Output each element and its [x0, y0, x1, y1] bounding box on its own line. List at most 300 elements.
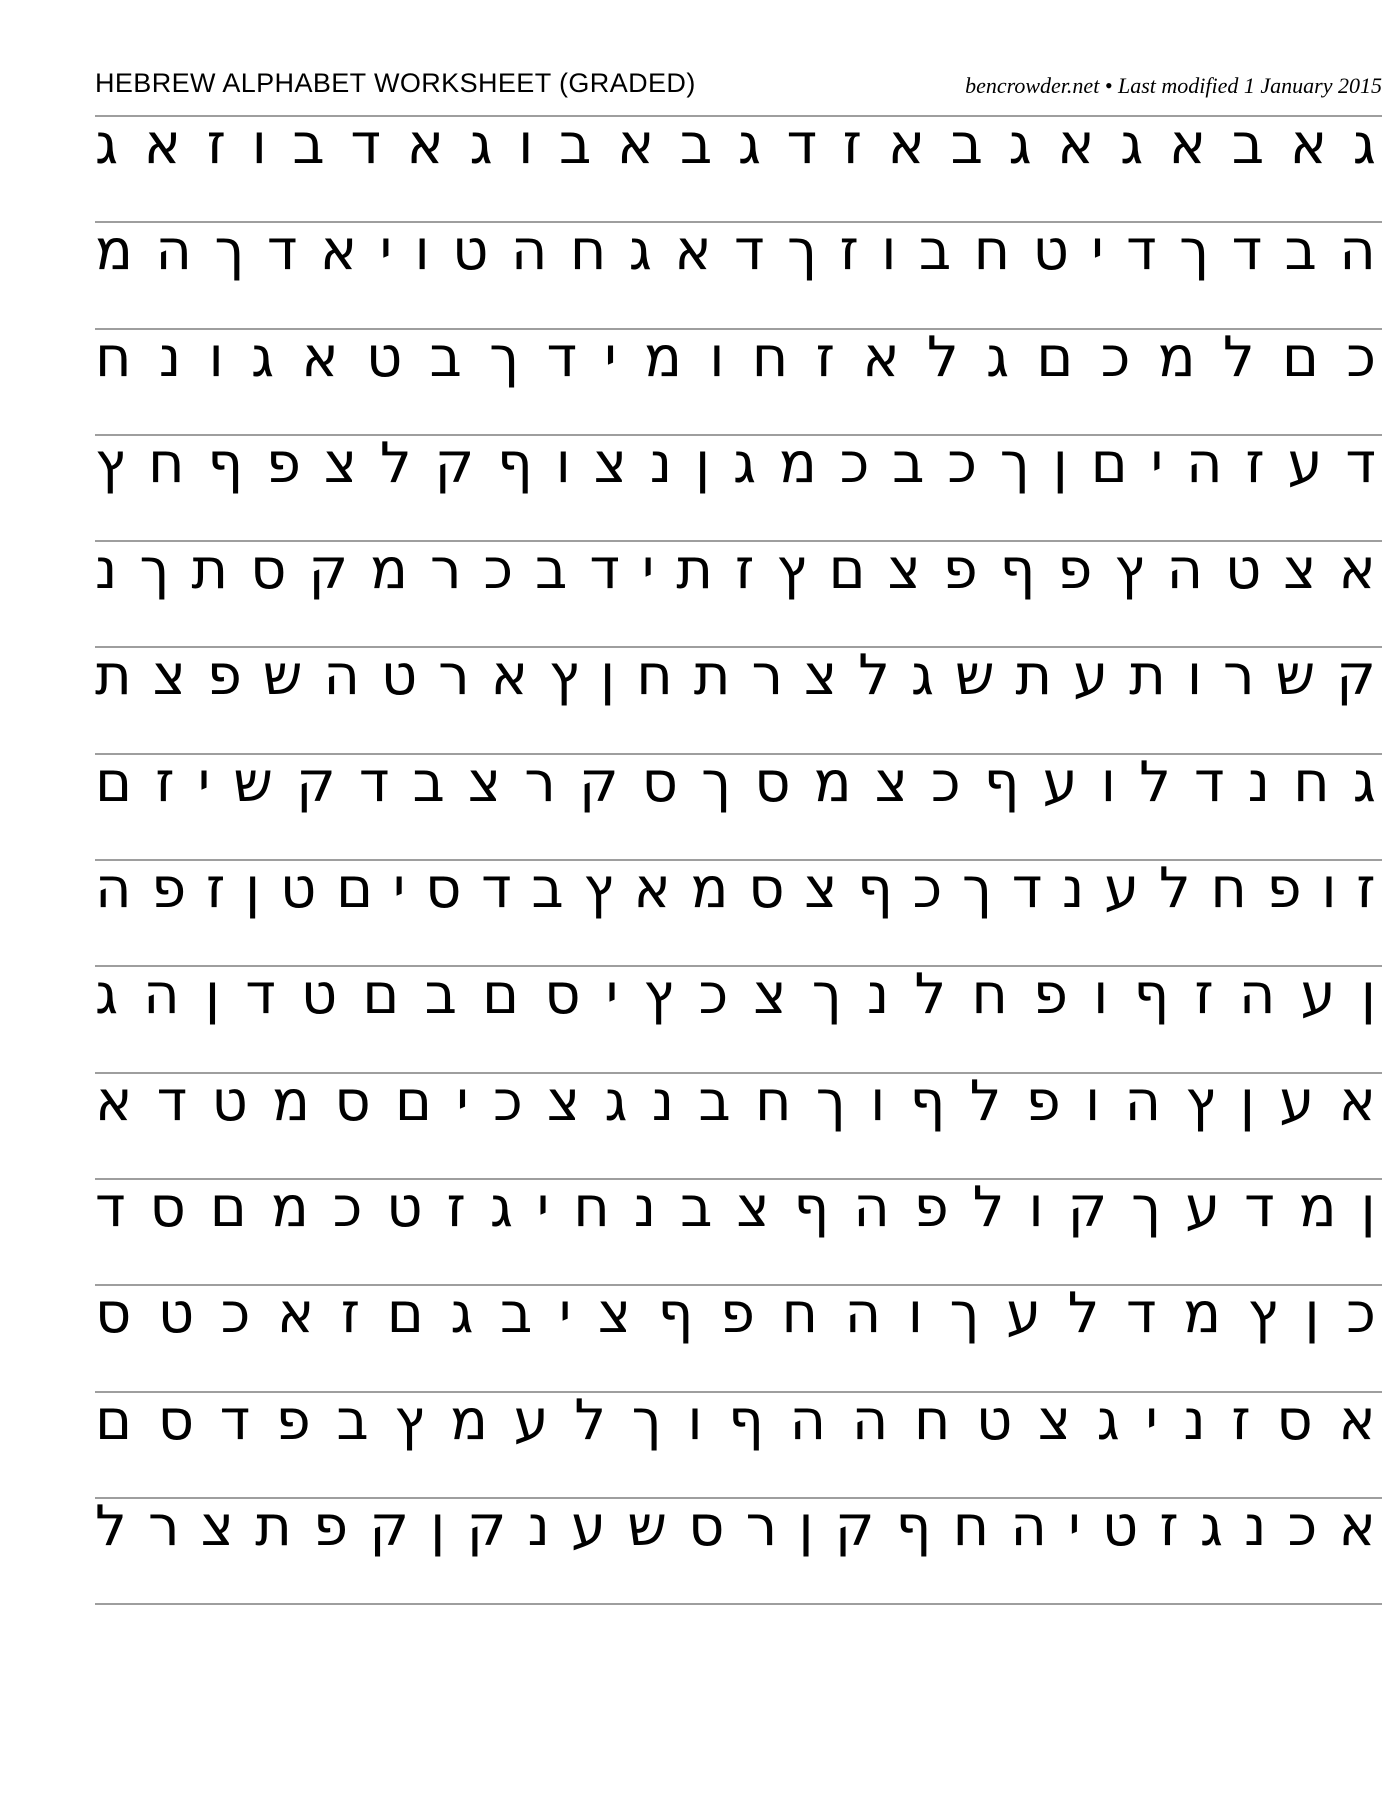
- hebrew-letter: א: [887, 112, 926, 177]
- hebrew-letter: י: [605, 962, 619, 1028]
- hebrew-letter: פ: [266, 430, 302, 496]
- hebrew-letter: ג: [1120, 112, 1144, 177]
- hebrew-letter: ג: [450, 1281, 474, 1347]
- hebrew-letter: י: [456, 1068, 469, 1134]
- hebrew-letter: ד: [156, 1068, 188, 1134]
- hebrew-letter: צ: [804, 856, 838, 922]
- hebrew-letter: ע: [1042, 749, 1078, 815]
- hebrew-letter: ה: [510, 218, 548, 284]
- hebrew-letter: מ: [813, 749, 852, 815]
- hebrew-letter: ז: [735, 537, 755, 603]
- hebrew-letter: ט: [380, 643, 418, 709]
- letter-row-2: [95, 218, 1382, 327]
- hebrew-letter: ח: [973, 218, 1011, 284]
- hebrew-letter: ם: [95, 749, 133, 815]
- hebrew-letter: ף: [895, 1493, 932, 1559]
- hebrew-letter: ט: [279, 856, 317, 922]
- hebrew-letter: ר: [1222, 643, 1255, 709]
- hebrew-letter: ד: [1244, 1174, 1275, 1240]
- hebrew-letter: ע: [571, 1493, 607, 1559]
- hebrew-letter: ן: [600, 643, 616, 709]
- hebrew-letter: ץ: [583, 856, 614, 922]
- hebrew-letter: א: [862, 324, 900, 390]
- hebrew-letter: א: [1338, 1387, 1376, 1453]
- hebrew-letter: ע: [1104, 856, 1140, 922]
- hebrew-letter: ל: [969, 1068, 1002, 1134]
- hebrew-letter: ו: [518, 112, 534, 177]
- hebrew-letter: ה: [1166, 537, 1204, 603]
- hebrew-letter: ף: [207, 430, 244, 496]
- hebrew-letter: ח: [95, 324, 132, 390]
- hebrew-letter: ף: [793, 1174, 830, 1240]
- hebrew-letter: א: [674, 218, 712, 284]
- hebrew-letter: ה: [844, 1281, 882, 1347]
- hebrew-letter: י: [604, 324, 617, 390]
- hebrew-letter: ך: [1179, 218, 1210, 284]
- hebrew-letter: ס: [754, 749, 791, 815]
- hebrew-letter: ח: [636, 643, 673, 709]
- hebrew-letter: ר: [429, 537, 462, 603]
- hebrew-letter: ך: [489, 324, 520, 390]
- hebrew-letter: ח: [913, 1387, 951, 1453]
- hebrew-letter: ד: [786, 112, 818, 177]
- hebrew-letter: צ: [546, 1068, 581, 1134]
- hebrew-letter: ת: [1015, 643, 1053, 709]
- hebrew-letter: פ: [275, 1387, 311, 1453]
- page-title: HEBREW ALPHABET WORKSHEET (GRADED): [95, 68, 696, 98]
- hebrew-letter: ן: [798, 1493, 814, 1559]
- bottom-rule: [95, 1603, 1382, 1605]
- hebrew-letter: נ: [1062, 856, 1085, 922]
- hebrew-letter: מ: [778, 430, 817, 496]
- hebrew-letter: ר: [524, 749, 556, 815]
- hebrew-letter: ד: [358, 749, 390, 815]
- hebrew-letter: א: [301, 324, 339, 390]
- hebrew-letter: ר: [745, 1493, 778, 1559]
- hebrew-letter: ד: [266, 218, 298, 284]
- hebrew-letter: ם: [1036, 324, 1074, 390]
- hebrew-letter: ז: [1356, 856, 1376, 922]
- hebrew-letter: צ: [200, 1493, 234, 1559]
- hebrew-letter: ה: [143, 962, 180, 1028]
- hebrew-letter: ל: [379, 430, 412, 496]
- hebrew-letter: ד: [95, 1174, 126, 1240]
- hebrew-letter: ג: [733, 430, 757, 496]
- hebrew-letter: ג: [95, 962, 119, 1028]
- hebrew-letter: א: [406, 112, 444, 177]
- hebrew-letter: ו: [1186, 643, 1203, 709]
- hebrew-letter: נ: [866, 962, 890, 1028]
- hebrew-letter: ן: [430, 1493, 446, 1559]
- letter-row-1: [95, 112, 1382, 221]
- hebrew-letter: א: [490, 643, 529, 709]
- hebrew-letter: ח: [751, 324, 789, 390]
- hebrew-letter: ו: [1028, 1174, 1044, 1240]
- hebrew-letter: ה: [1124, 1068, 1162, 1134]
- hebrew-letter: כ: [698, 962, 729, 1028]
- hebrew-letter: ב: [1231, 112, 1265, 177]
- hebrew-letter: מ: [270, 1174, 309, 1240]
- hebrew-letter: ד: [1011, 856, 1043, 922]
- hebrew-letter: א: [276, 1281, 315, 1347]
- hebrew-letter: מ: [272, 1068, 311, 1134]
- letter-row-13: [95, 1387, 1382, 1497]
- letter-row-9: [95, 962, 1382, 1071]
- hebrew-letter: ז: [206, 112, 227, 177]
- hebrew-letter: ו: [1093, 962, 1109, 1028]
- hebrew-letter: ע: [1185, 1174, 1221, 1240]
- hebrew-letter: ץ: [643, 962, 674, 1028]
- hebrew-letter: צ: [753, 962, 787, 1028]
- hebrew-letter: י: [392, 856, 406, 922]
- hebrew-letter: ט: [1224, 537, 1262, 603]
- hebrew-letter: מ: [690, 856, 729, 922]
- hebrew-letter: ך: [787, 218, 818, 284]
- hebrew-letter: ז: [205, 856, 226, 922]
- hebrew-letter: ף: [999, 537, 1036, 603]
- hebrew-letter: א: [616, 112, 655, 177]
- hebrew-letter: ו: [870, 1068, 886, 1134]
- hebrew-letter: ב: [950, 112, 983, 177]
- hebrew-letter: ת: [676, 537, 714, 603]
- hebrew-letter: ג: [604, 1068, 628, 1134]
- worksheet-page: [95, 0, 1382, 1812]
- hebrew-letter: ק: [434, 430, 475, 496]
- hebrew-letter: ה: [853, 1174, 890, 1240]
- hebrew-letter: ך: [139, 537, 170, 603]
- hebrew-letter: ע: [1006, 1281, 1042, 1347]
- hebrew-letter: מ: [1298, 1174, 1337, 1240]
- hebrew-letter: ב: [892, 430, 925, 496]
- letter-row-3: [95, 324, 1382, 434]
- hebrew-letter: ה: [1185, 430, 1223, 496]
- hebrew-letter: נ: [651, 1068, 675, 1134]
- hebrew-letter: כ: [493, 1068, 523, 1134]
- hebrew-letter: נ: [649, 430, 673, 496]
- hebrew-letter: ב: [680, 1174, 713, 1240]
- hebrew-letter: ד: [481, 856, 512, 922]
- hebrew-letter: ל: [972, 1174, 1005, 1240]
- hebrew-letter: ו: [251, 112, 267, 177]
- hebrew-letter: ר: [751, 643, 784, 709]
- hebrew-letter: ל: [858, 643, 890, 709]
- hebrew-letter: ט: [365, 324, 403, 390]
- hebrew-letter: ע: [1287, 430, 1323, 496]
- hebrew-letter: ב: [558, 112, 592, 177]
- hebrew-letter: א: [1289, 112, 1328, 177]
- hebrew-letter: מ: [370, 537, 409, 603]
- hebrew-letter: פ: [206, 643, 242, 709]
- hebrew-letter: ט: [386, 1174, 423, 1240]
- hebrew-letter: ח: [754, 1068, 792, 1134]
- page-header: [95, 0, 1382, 115]
- hebrew-letter: כ: [931, 749, 961, 815]
- hebrew-letter: ב: [679, 112, 713, 177]
- hebrew-letter: א: [1338, 1068, 1376, 1134]
- letter-grid: [95, 112, 1382, 1603]
- hebrew-letter: ד: [245, 962, 276, 1028]
- hebrew-letter: צ: [874, 749, 908, 815]
- hebrew-letter: ץ: [394, 1387, 425, 1453]
- hebrew-letter: ב: [292, 112, 325, 177]
- hebrew-letter: צ: [803, 643, 838, 709]
- hebrew-letter: ס: [748, 856, 785, 922]
- hebrew-letter: פ: [720, 1281, 755, 1347]
- hebrew-letter: ס: [1276, 1387, 1313, 1453]
- hebrew-letter: ח: [1210, 856, 1247, 922]
- hebrew-letter: נ: [158, 324, 182, 390]
- hebrew-letter: מ: [1183, 1281, 1222, 1347]
- hebrew-letter: ח: [148, 430, 185, 496]
- hebrew-letter: ס: [425, 856, 462, 922]
- hebrew-letter: כ: [220, 1281, 251, 1347]
- hebrew-letter: א: [1168, 112, 1207, 177]
- hebrew-letter: ל: [574, 1387, 607, 1453]
- hebrew-letter: ט: [452, 218, 489, 284]
- hebrew-letter: ב: [429, 324, 462, 390]
- hebrew-letter: ל: [1067, 1281, 1100, 1347]
- hebrew-letter: ש: [954, 643, 995, 709]
- hebrew-letter: ט: [300, 962, 338, 1028]
- hebrew-letter: ט: [1101, 1493, 1139, 1559]
- hebrew-letter: ל: [1139, 749, 1171, 815]
- hebrew-letter: ז: [1194, 962, 1214, 1028]
- hebrew-letter: ז: [340, 1281, 361, 1347]
- hebrew-letter: ה: [1238, 962, 1276, 1028]
- hebrew-letter: ז: [1245, 430, 1265, 496]
- hebrew-letter: ץ: [776, 537, 807, 603]
- hebrew-letter: מ: [1157, 324, 1196, 390]
- hebrew-letter: ח: [569, 218, 607, 284]
- hebrew-letter: ד: [734, 218, 765, 284]
- hebrew-letter: ת: [255, 1493, 292, 1559]
- hebrew-letter: ט: [211, 1068, 248, 1134]
- hebrew-letter: מ: [450, 1387, 489, 1453]
- hebrew-letter: כ: [912, 856, 943, 922]
- hebrew-letter: ף: [857, 856, 893, 922]
- hebrew-letter: ד: [546, 324, 578, 390]
- hebrew-letter: ג: [1199, 1493, 1223, 1559]
- hebrew-letter: כ: [1287, 1493, 1318, 1559]
- hebrew-letter: ץ: [95, 430, 126, 496]
- hebrew-letter: צ: [597, 1281, 632, 1347]
- hebrew-letter: ב: [1284, 218, 1317, 284]
- hebrew-letter: ק: [834, 1493, 875, 1559]
- hebrew-letter: ן: [204, 962, 221, 1028]
- hebrew-letter: נ: [1247, 749, 1271, 815]
- hebrew-letter: ט: [976, 1387, 1013, 1453]
- hebrew-letter: ב: [535, 537, 568, 603]
- hebrew-letter: ז: [446, 1174, 466, 1240]
- hebrew-letter: ב: [531, 856, 564, 922]
- hebrew-letter: א: [319, 218, 358, 284]
- hebrew-letter: פ: [151, 856, 187, 922]
- hebrew-letter: ה: [1010, 1493, 1047, 1559]
- hebrew-letter: ח: [781, 1281, 819, 1347]
- hebrew-letter: פ: [1057, 537, 1093, 603]
- hebrew-letter: נ: [1244, 1493, 1267, 1559]
- hebrew-letter: ך: [701, 749, 732, 815]
- hebrew-letter: ץ: [548, 643, 580, 709]
- hebrew-letter: ף: [497, 430, 533, 496]
- hebrew-letter: ך: [961, 856, 993, 922]
- hebrew-letter: צ: [736, 1174, 770, 1240]
- hebrew-letter: ו: [208, 324, 224, 390]
- letter-row-10: [95, 1068, 1382, 1178]
- hebrew-letter: ג: [95, 112, 119, 177]
- hebrew-letter: ג: [910, 643, 934, 709]
- hebrew-letter: י: [379, 218, 393, 284]
- hebrew-letter: ג: [1008, 112, 1032, 177]
- hebrew-letter: כ: [483, 537, 514, 603]
- hebrew-letter: ף: [728, 1387, 764, 1453]
- hebrew-letter: ד: [1231, 218, 1263, 284]
- letter-row-5: [95, 537, 1382, 646]
- hebrew-letter: י: [1091, 218, 1104, 284]
- hebrew-letter: ה: [323, 643, 360, 709]
- hebrew-letter: ש: [233, 749, 273, 815]
- hebrew-letter: ח: [971, 962, 1008, 1028]
- hebrew-letter: נ: [527, 1493, 550, 1559]
- hebrew-letter: צ: [593, 430, 627, 496]
- hebrew-letter: ך: [815, 1068, 846, 1134]
- hebrew-letter: נ: [633, 1174, 657, 1240]
- hebrew-letter: ג: [985, 324, 1010, 390]
- hebrew-letter: פ: [942, 537, 978, 603]
- hebrew-letter: י: [536, 1174, 550, 1240]
- hebrew-letter: צ: [1283, 537, 1317, 603]
- hebrew-letter: ג: [1096, 1387, 1120, 1453]
- hebrew-letter: ל: [926, 324, 959, 390]
- hebrew-letter: ן: [1239, 1068, 1255, 1134]
- hebrew-letter: ו: [1321, 856, 1337, 922]
- hebrew-letter: ז: [155, 749, 175, 815]
- hebrew-letter: א: [1338, 537, 1376, 603]
- hebrew-letter: ה: [155, 218, 193, 284]
- hebrew-letter: ם: [1281, 324, 1320, 390]
- hebrew-letter: ה: [1339, 218, 1376, 284]
- hebrew-letter: ו: [555, 430, 571, 496]
- hebrew-letter: ם: [1090, 430, 1128, 496]
- hebrew-letter: ש: [262, 643, 303, 709]
- hebrew-letter: ן: [1360, 962, 1376, 1028]
- hebrew-letter: ס: [149, 1174, 186, 1240]
- hebrew-letter: ך: [631, 1387, 662, 1453]
- hebrew-letter: ע: [513, 1387, 549, 1453]
- hebrew-letter: ה: [789, 1387, 827, 1453]
- hebrew-letter: ק: [1336, 643, 1376, 709]
- hebrew-letter: כ: [839, 430, 870, 496]
- hebrew-letter: ק: [308, 537, 349, 603]
- hebrew-letter: ג: [1352, 112, 1376, 177]
- hebrew-letter: י: [558, 1281, 572, 1347]
- hebrew-letter: מ: [644, 324, 683, 390]
- hebrew-letter: ב: [499, 1281, 533, 1347]
- hebrew-letter: ף: [657, 1281, 694, 1347]
- credit-line: bencrowder.net • Last modified 1 January 2015: [965, 73, 1382, 98]
- hebrew-letter: מ: [95, 218, 134, 284]
- hebrew-letter: ד: [1345, 430, 1376, 496]
- hebrew-letter: צ: [152, 643, 186, 709]
- hebrew-letter: ל: [1158, 856, 1191, 922]
- hebrew-letter: י: [1150, 430, 1164, 496]
- hebrew-letter: ר: [438, 643, 470, 709]
- hebrew-letter: ב: [698, 1068, 731, 1134]
- hebrew-letter: ד: [1193, 749, 1225, 815]
- hebrew-letter: ש: [1275, 643, 1316, 709]
- hebrew-letter: ב: [412, 749, 445, 815]
- hebrew-letter: ן: [1360, 1174, 1376, 1240]
- hebrew-letter: ת: [95, 643, 132, 709]
- letter-row-12: [95, 1281, 1382, 1390]
- letter-row-11: [95, 1174, 1382, 1284]
- hebrew-letter: ג: [469, 112, 493, 177]
- hebrew-letter: ן: [245, 856, 261, 922]
- hebrew-letter: ב: [336, 1387, 369, 1453]
- hebrew-letter: ץ: [1185, 1068, 1216, 1134]
- hebrew-letter: ם: [95, 1387, 133, 1453]
- hebrew-letter: ז: [1159, 1493, 1179, 1559]
- hebrew-letter: ס: [544, 962, 581, 1028]
- hebrew-letter: ה: [95, 856, 132, 922]
- hebrew-letter: ץ: [1247, 1281, 1278, 1347]
- hebrew-letter: ב: [424, 962, 457, 1028]
- letter-row-6: [95, 643, 1382, 752]
- hebrew-letter: צ: [887, 537, 921, 603]
- hebrew-letter: כ: [1100, 324, 1131, 390]
- hebrew-letter: ג: [489, 1174, 513, 1240]
- hebrew-letter: ת: [1129, 643, 1166, 709]
- hebrew-letter: פ: [1025, 1068, 1061, 1134]
- hebrew-letter: ת: [191, 537, 229, 603]
- hebrew-letter: א: [1338, 1493, 1376, 1559]
- hebrew-letter: ף: [1133, 962, 1170, 1028]
- hebrew-letter: כ: [332, 1174, 363, 1240]
- hebrew-letter: ק: [296, 749, 336, 815]
- hebrew-letter: י: [1068, 1493, 1081, 1559]
- hebrew-letter: ע: [1300, 962, 1336, 1028]
- hebrew-letter: ע: [1279, 1068, 1315, 1134]
- hebrew-letter: כ: [1346, 324, 1376, 390]
- hebrew-letter: ד: [350, 112, 381, 177]
- hebrew-letter: ו: [1100, 749, 1116, 815]
- hebrew-letter: ס: [250, 537, 287, 603]
- hebrew-letter: ט: [157, 1281, 195, 1347]
- hebrew-letter: י: [1145, 1387, 1158, 1453]
- hebrew-letter: צ: [467, 749, 502, 815]
- hebrew-letter: ס: [688, 1493, 725, 1559]
- hebrew-letter: א: [143, 112, 182, 177]
- hebrew-letter: ט: [1032, 218, 1069, 284]
- hebrew-letter: ך: [1131, 1174, 1162, 1240]
- letter-row-4: [95, 430, 1382, 540]
- hebrew-letter: ם: [482, 962, 520, 1028]
- hebrew-letter: ן: [1052, 430, 1068, 496]
- hebrew-letter: ה: [851, 1387, 889, 1453]
- letter-row-8: [95, 856, 1382, 965]
- hebrew-letter: ג: [250, 324, 275, 390]
- hebrew-letter: ג: [1352, 749, 1376, 815]
- hebrew-letter: ך: [949, 1281, 980, 1347]
- hebrew-letter: ק: [1067, 1174, 1108, 1240]
- hebrew-letter: ח: [1293, 749, 1330, 815]
- hebrew-letter: ך: [214, 218, 245, 284]
- hebrew-letter: ך: [999, 430, 1030, 496]
- hebrew-letter: ף: [983, 749, 1020, 815]
- hebrew-letter: פ: [913, 1174, 949, 1240]
- hebrew-letter: ם: [386, 1281, 424, 1347]
- hebrew-letter: ו: [1084, 1068, 1101, 1134]
